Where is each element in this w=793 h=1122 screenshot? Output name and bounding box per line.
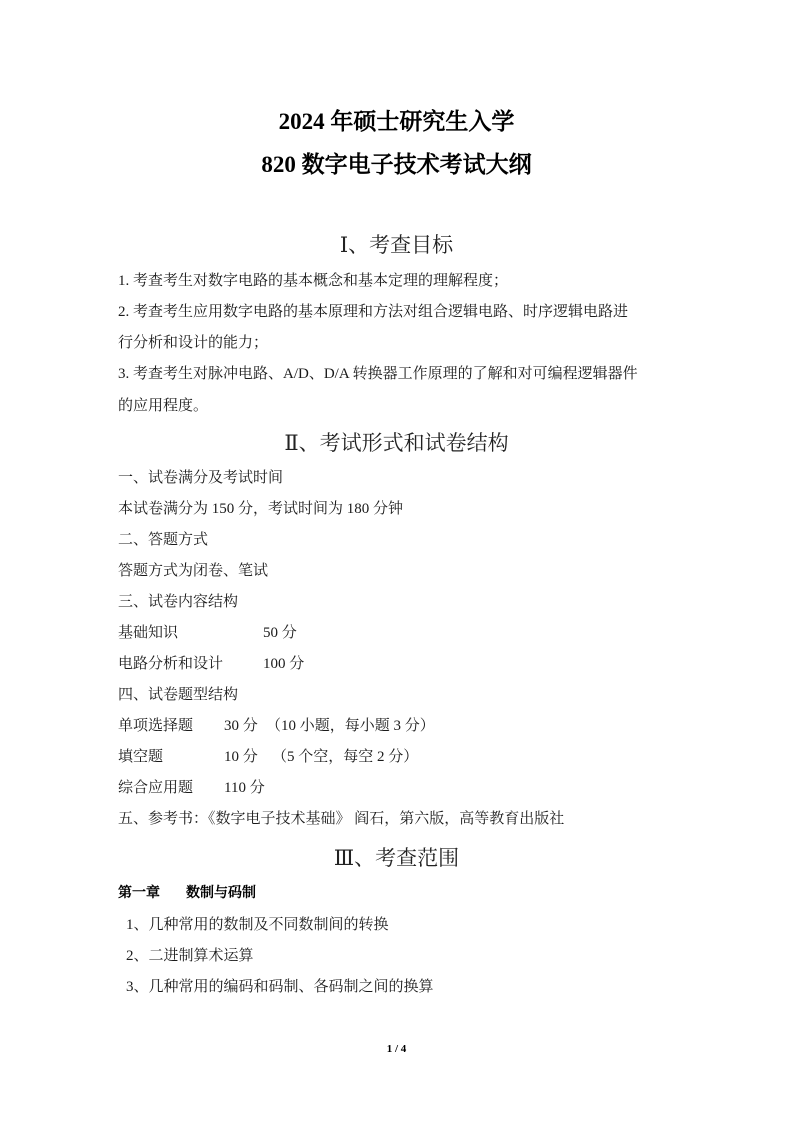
section-heading-exam-format: Ⅱ、考试形式和试卷结构 — [284, 431, 509, 455]
content-structure-score: 50 分 — [263, 625, 297, 641]
objective-item: 2. 考查考生应用数字电路的基本原理和方法对组合逻辑电路、时序逻辑电路进 — [118, 304, 629, 320]
chapter-item: 1、几种常用的数制及不同数制间的转换 — [126, 917, 389, 933]
content-structure-label: 基础知识 — [118, 625, 179, 641]
section-heading-scope: Ⅲ、考查范围 — [333, 846, 460, 870]
question-type-score: 10 分 — [224, 749, 258, 765]
chapter-item: 2、二进制算术运算 — [126, 948, 254, 964]
question-type-label: 综合应用题 — [118, 780, 194, 796]
question-type-score: 30 分 — [224, 718, 258, 734]
document-title-line2: 820 数字电子技术考试大纲 — [261, 152, 532, 177]
section-heading-objectives: Ⅰ、考查目标 — [339, 233, 454, 257]
question-type-label: 单项选择题 — [118, 718, 194, 734]
question-type-score: 110 分 — [224, 780, 265, 796]
chapter-title: 数制与码制 — [186, 885, 256, 901]
subsection-heading: 二、答题方式 — [118, 532, 209, 548]
chapter-item: 3、几种常用的编码和码制、各码制之间的换算 — [126, 979, 434, 995]
objective-item: 1. 考查考生对数字电路的基本概念和基本定理的理解程度； — [118, 273, 509, 289]
subsection-heading: 四、试卷题型结构 — [118, 687, 239, 703]
chapter-label: 第一章 — [118, 885, 160, 901]
objective-item: 行分析和设计的能力； — [118, 335, 269, 351]
content-structure-label: 电路分析和设计 — [118, 656, 224, 672]
subsection-heading: 三、试卷内容结构 — [118, 594, 239, 610]
question-type-label: 填空题 — [118, 749, 164, 765]
content-structure-score: 100 分 — [263, 656, 305, 672]
exam-score-time-text: 本试卷满分为 150 分，考试时间为 180 分钟 — [118, 501, 404, 517]
document-title-line1: 2024 年硕士研究生入学 — [278, 109, 515, 134]
answer-method-text: 答题方式为闭卷、笔试 — [118, 563, 269, 579]
objective-item: 的应用程度。 — [118, 398, 209, 414]
objective-item: 3. 考查考生对脉冲电路、A/D、D/A 转换器工作原理的了解和对可编程逻辑器件 — [118, 366, 638, 382]
question-type-note: （10 小题，每小题 3 分） — [266, 718, 435, 734]
page-number: 1 / 4 — [386, 1043, 407, 1055]
question-type-note: （5 个空，每空 2 分） — [272, 749, 419, 765]
reference-book-text: 五、参考书：《数字电子技术基础》 阎石，第六版，高等教育出版社 — [118, 811, 565, 827]
subsection-heading: 一、试卷满分及考试时间 — [118, 470, 284, 486]
